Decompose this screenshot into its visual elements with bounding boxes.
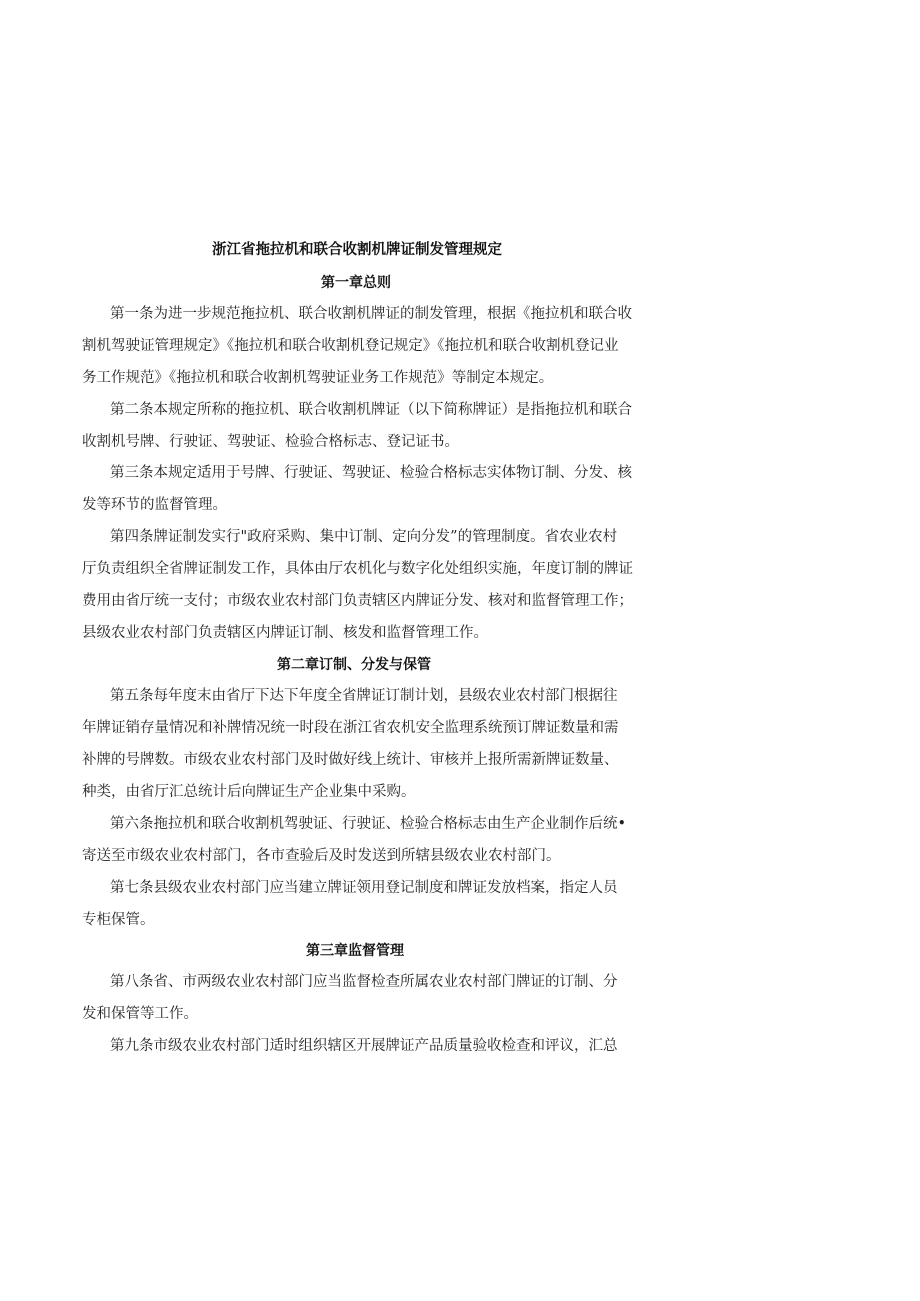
paragraph-line: 费用由省厅统一支付；市级农业农村部门负责辖区内牌证分发、核对和监督管理工作； xyxy=(82,593,633,609)
chapter-heading-1: 第一章总则 xyxy=(321,275,391,291)
paragraph-line: 收割机号牌、行驶证、驾驶证、检验合格标志、登记证书。 xyxy=(82,434,459,450)
paragraph-line: 种类，由省厅汇总统计后向牌证生产企业集中采购。 xyxy=(82,784,416,800)
paragraph-line: 寄送至市级农业农村部门，各市查验后及时发送到所辖县级农业农村部门。 xyxy=(82,848,561,864)
paragraph-line: 第三条本规定适用于号牌、行驶证、驾驶证、检验合格标志实体物订制、分发、核 xyxy=(110,465,632,481)
paragraph-line: 发和保管等工作。 xyxy=(82,1006,198,1022)
paragraph-line: 第七条县级农业农村部门应当建立牌证领用登记制度和牌证发放档案，指定人员 xyxy=(110,880,618,896)
paragraph-line: 割机驾驶证管理规定》《拖拉机和联合收割机登记规定》《拖拉机和联合收割机登记业 xyxy=(82,338,619,354)
paragraph-line: 第五条每年度末由省厅下达下年度全省牌证订制计划，县级农业农村部门根据往 xyxy=(110,688,618,704)
paragraph-line: 第四条牌证制发实行"政府采购、集中订制、定向分发”的管理制度。省农业农村 xyxy=(110,529,618,545)
paragraph-line: 专柜保管。 xyxy=(82,912,155,928)
chapter-heading-2: 第二章订制、分发与保管 xyxy=(277,657,431,673)
paragraph-line: 第六条拖拉机和联合收割机驾驶证、行驶证、检验合格标志由生产企业制作后统• xyxy=(110,816,627,832)
chapter-heading-3: 第三章监督管理 xyxy=(306,943,404,959)
paragraph-line: 县级农业农村部门负责辖区内牌证订制、核发和监督管理工作。 xyxy=(82,625,488,641)
paragraph-line: 厅负责组织全省牌证制发工作，具体由厅农机化与数字化处组织实施，年度订制的牌证 xyxy=(82,561,633,577)
paragraph-line: 第二条本规定所称的拖拉机、联合收割机牌证（以下简称牌证）是指拖拉机和联合 xyxy=(110,402,632,418)
paragraph-line: 补牌的号牌数。市级农业农村部门及时做好线上统计、审核并上报所需新牌证数量、 xyxy=(82,752,619,768)
paragraph-line: 第九条市级农业农村部门适时组织辖区开展牌证产品质量验收检查和评议，汇总 xyxy=(110,1038,618,1054)
paragraph-line: 发等环节的监督管理。 xyxy=(82,497,227,513)
paragraph-line: 第一条为进一步规范拖拉机、联合收割机牌证的制发管理，根据《拖拉机和联合收 xyxy=(110,306,632,322)
document-title: 浙江省拖拉机和联合收割机牌证制发管理规定 xyxy=(212,242,502,258)
paragraph-line: 第八条省、市两级农业农村部门应当监督检查所属农业农村部门牌证的订制、分 xyxy=(110,974,618,990)
paragraph-line: 务工作规范》《拖拉机和联合收割机驾驶证业务工作规范》等制定本规定。 xyxy=(82,370,554,386)
paragraph-line: 年牌证销存量情况和补牌情况统一时段在浙江省农机安全监理系统预订牌证数量和需 xyxy=(82,720,619,736)
